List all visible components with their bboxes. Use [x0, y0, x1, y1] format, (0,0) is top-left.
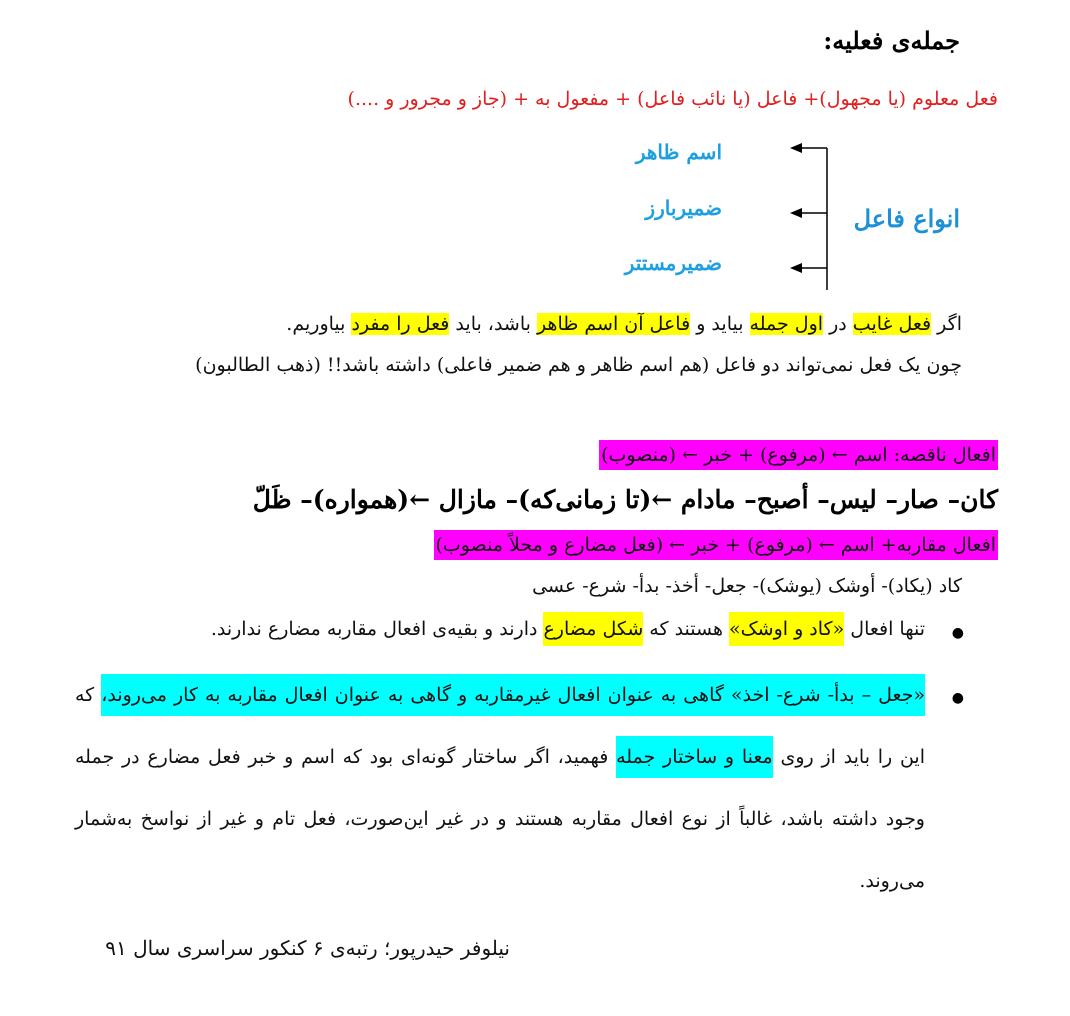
verbal-sentence-formula: فعل معلوم (یا مجهول)+ فاعل (یا نائب فاعل) + مفعول به + (جاز و مجرور و ....): [347, 88, 998, 110]
subject-type-implicit-pronoun: ضمیرمستتر: [624, 251, 722, 275]
bullet-text: دارند و بقیه‌ی افعال مقاربه مضارع ندارند.: [210, 618, 544, 640]
highlight: معنا و ساختار جمله: [616, 736, 773, 778]
rule-two-subjects: چون یک فعل نمی‌تواند دو فاعل (هم اسم ظاهر و هم ضمیر فاعلی) داشته باشد!! (ذهب الطالبون): [195, 354, 962, 376]
section-heading: جمله‌ی فعلیه:: [823, 26, 960, 55]
bullet-kada-awshaka: [211, 618, 925, 640]
bullet-text: تنها افعال: [844, 618, 925, 640]
bullet-text: فهمید، اگر ساختار گونه‌ای بود که اسم و خبر فعل مضارع در جمله وجود داشته باشد، غالباً از نوع افعال مقاربه هستند و در غیر این‌صورت، فعل تام و غیر از نواسخ به‌شمار می‌روند.: [75, 746, 925, 892]
bullet-dot: ●: [951, 625, 964, 641]
highlight: فاعل آن اسم ظاهر: [536, 313, 691, 335]
highlight: «جعل – بدأ- شرع- اخذ» گاهی به عنوان افعال غیرمقاربه و گاهی به عنوان افعال مقاربه به کار می‌روند،: [101, 674, 925, 716]
highlight: شکل مضارع: [543, 612, 643, 646]
naqesa-formula: افعال ناقصه: اسم ← (مرفوع) + خبر ← (منصوب): [599, 440, 998, 470]
subject-types-label: انواع فاعل: [853, 204, 960, 233]
rule-text: باشد، باید: [449, 313, 537, 335]
rule-text: بیاوریم.: [286, 313, 352, 335]
muqaraba-verbs-list: کاد (یکاد)- أوشک (یوشک)- جعل- أخذ- بدأ- شرع- عسی: [532, 575, 962, 597]
highlight: فعل غایب: [852, 313, 932, 335]
bullet-text: که این را باید از روی: [75, 684, 925, 768]
rule-text: اگر: [931, 313, 962, 335]
rule-text: بیاید و: [690, 313, 750, 335]
rule-absent-verb: [286, 313, 962, 335]
rule-text: در: [823, 313, 853, 335]
author-credit: نیلوفر حیدرپور؛ رتبه‌ی ۶ کنکور سراسری سال ۹۱: [105, 936, 510, 960]
bullet-dot: ●: [951, 690, 964, 706]
subject-type-explicit-noun: اسم ظاهر: [635, 140, 722, 164]
muqaraba-formula: افعال مقاربه+ اسم ← (مرفوع) + خبر ← (فعل مضارع و محلاً منصوب): [434, 530, 999, 560]
naqesa-verbs-list: کان– صار– لیس– أصبح– مادام ←(تا زمانی‌که)– مازال ←(همواره)– ظَلّ: [252, 485, 998, 514]
subject-type-explicit-pronoun: ضمیربارز: [645, 196, 722, 220]
highlight: اول جمله: [749, 313, 824, 335]
highlight: «کاد و اوشک»: [729, 612, 844, 646]
highlight: فعل را مفرد: [351, 313, 450, 335]
bullet-text: هستند که: [643, 618, 730, 640]
bracket-arrows: [0, 0, 1070, 300]
bullet-jaala-bada: [75, 664, 925, 912]
